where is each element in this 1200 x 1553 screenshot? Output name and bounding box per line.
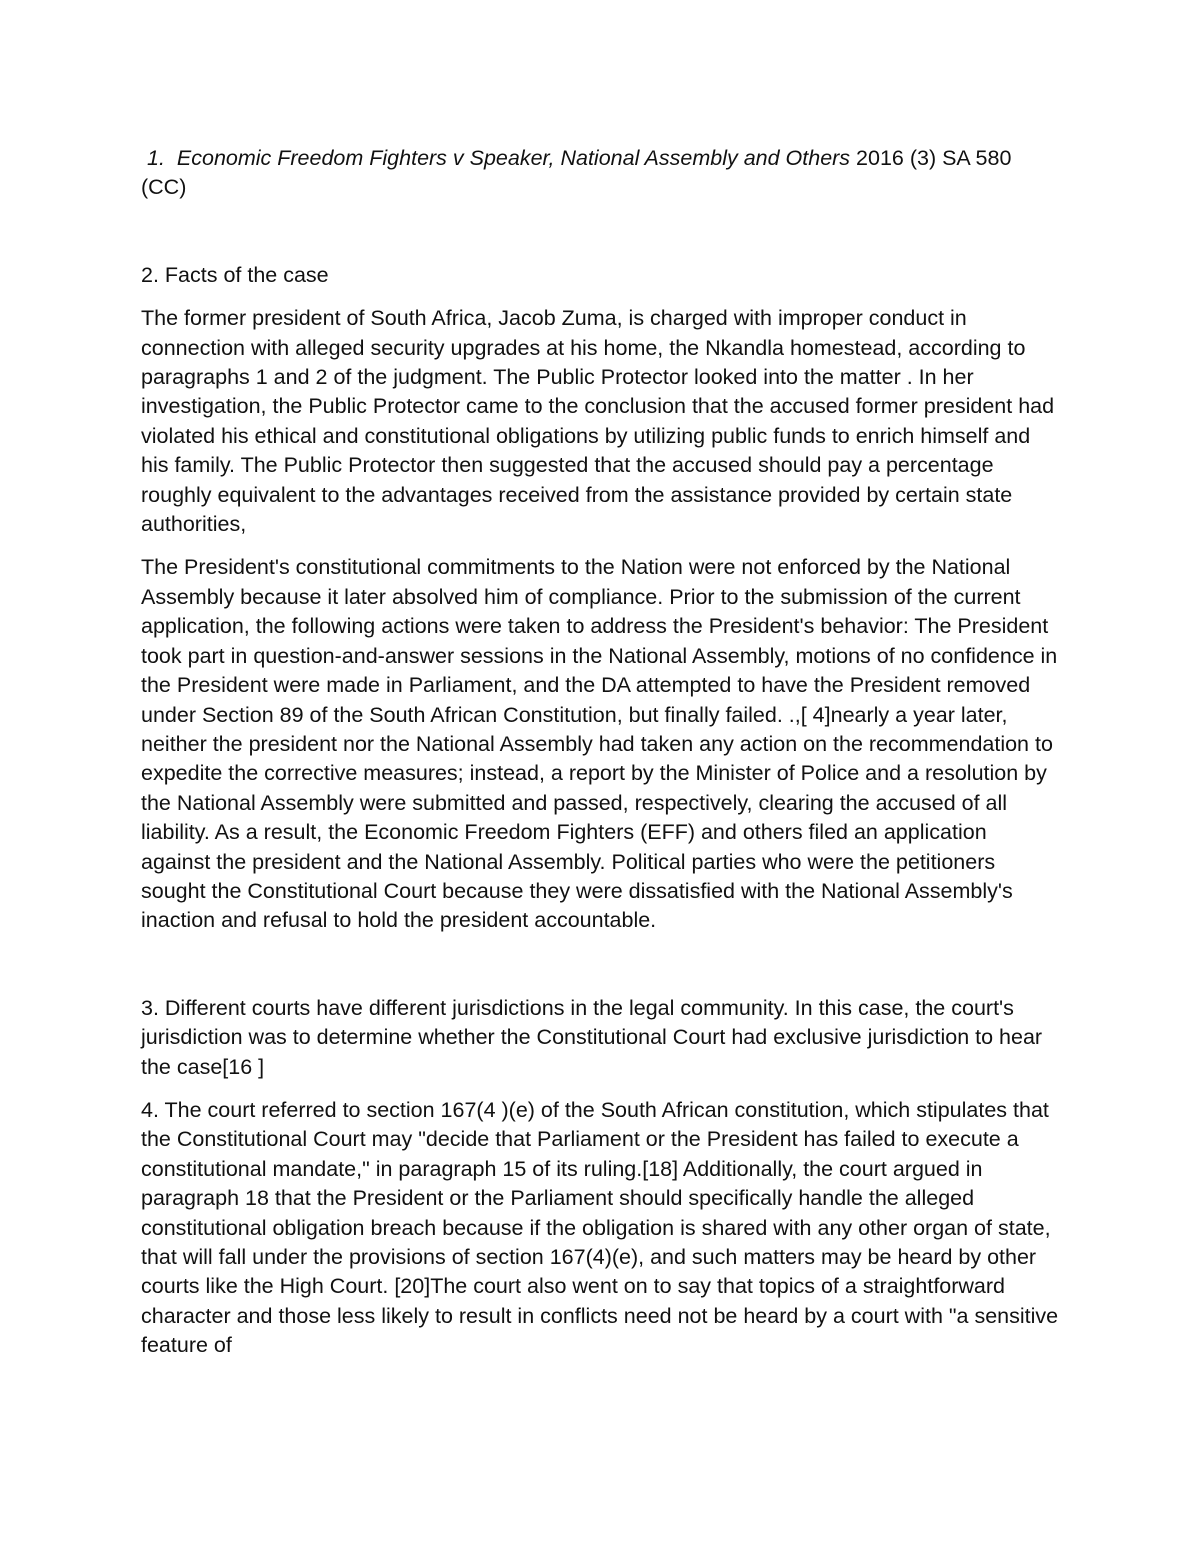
facts-paragraph-1: The former president of South Africa, Jacob Zuma, is charged with improper conduct in connection with alleged security upgrades at his home, the Nkandla homestead, according to paragraphs 1 and 2 of the judgment. The Public Protector looked into the matter . In her investigation, the Public Protector came to the conclusion that the accused former president had violated his ethical and constitutional obligations by utilizing public funds to enrich himself and his family. The Public Protector then suggested that the accused should pay a percentage roughly equivalent to the advantages received from the assistance provided by certain state authorities, [141, 306, 1055, 537]
spacer [141, 1082, 1061, 1096]
spacer [141, 936, 1061, 994]
item-number: 1. [147, 146, 165, 170]
case-citation-heading [141, 144, 1061, 203]
case-title: Economic Freedom Fighters v Speaker, National Assembly and Others [176, 146, 851, 170]
court-reasoning-paragraph: 4. The court referred to section 167(4 )(e) of the South African constitution, which stipulates that the Constitutional Court may "decide that Parliament or the President has failed to execute a constitutional mandate," in paragraph 15 of its ruling.[18] Additionally, the court argued in paragraph 18 that the President or the Parliament should specifically handle the alleged constitutional obligation breach because if the obligation is shared with any other organ of state, that will fall under the provisions of section 167(4)(e), and such matters may be heard by other courts like the High Court. [20]The court also went on to say that topics of a straightforward character and those less likely to result in conflicts need not be heard by a court with "a sensitive feature of [141, 1097, 1059, 1358]
jurisdiction-paragraph: 3. Different courts have different jurisdictions in the legal community. In this case, the court's jurisdiction was to determine whether the Constitutional Court had exclusive jurisdiction to hear the case[16 ] [141, 995, 1043, 1079]
facts-heading: 2. Facts of the case [141, 262, 329, 287]
spacer [141, 203, 1061, 261]
document-body [141, 144, 1061, 1361]
facts-paragraph-2: The President's constitutional commitments to the Nation were not enforced by the National Assembly because it later absolved him of compliance. Prior to the submission of the current application, the following actions were taken to address the President's behavior: The President took part in question-and-answer sessions in the National Assembly, motions of no confidence in the President were made in Parliament, and the DA attempted to have the President removed under Section 89 of the South African Constitution, but finally failed. .,[ 4]nearly a year later, neither the president nor the National Assembly had taken any action on the recommendation to expedite the corrective measures; instead, a report by the Minister of Police and a resolution by the National Assembly were submitted and passed, respectively, clearing the accused of all liability. As a result, the Economic Freedom Fighters (EFF) and others filed an application against the president and the National Assembly. Political parties who were the petitioners sought the Constitutional Court because they were dissatisfied with the National Assembly's inaction and refusal to hold the president accountable. [141, 555, 1058, 933]
spacer [141, 290, 1061, 304]
case-citation: 2016 (3) SA 580 (CC) [141, 146, 1012, 200]
spacer [141, 539, 1061, 553]
